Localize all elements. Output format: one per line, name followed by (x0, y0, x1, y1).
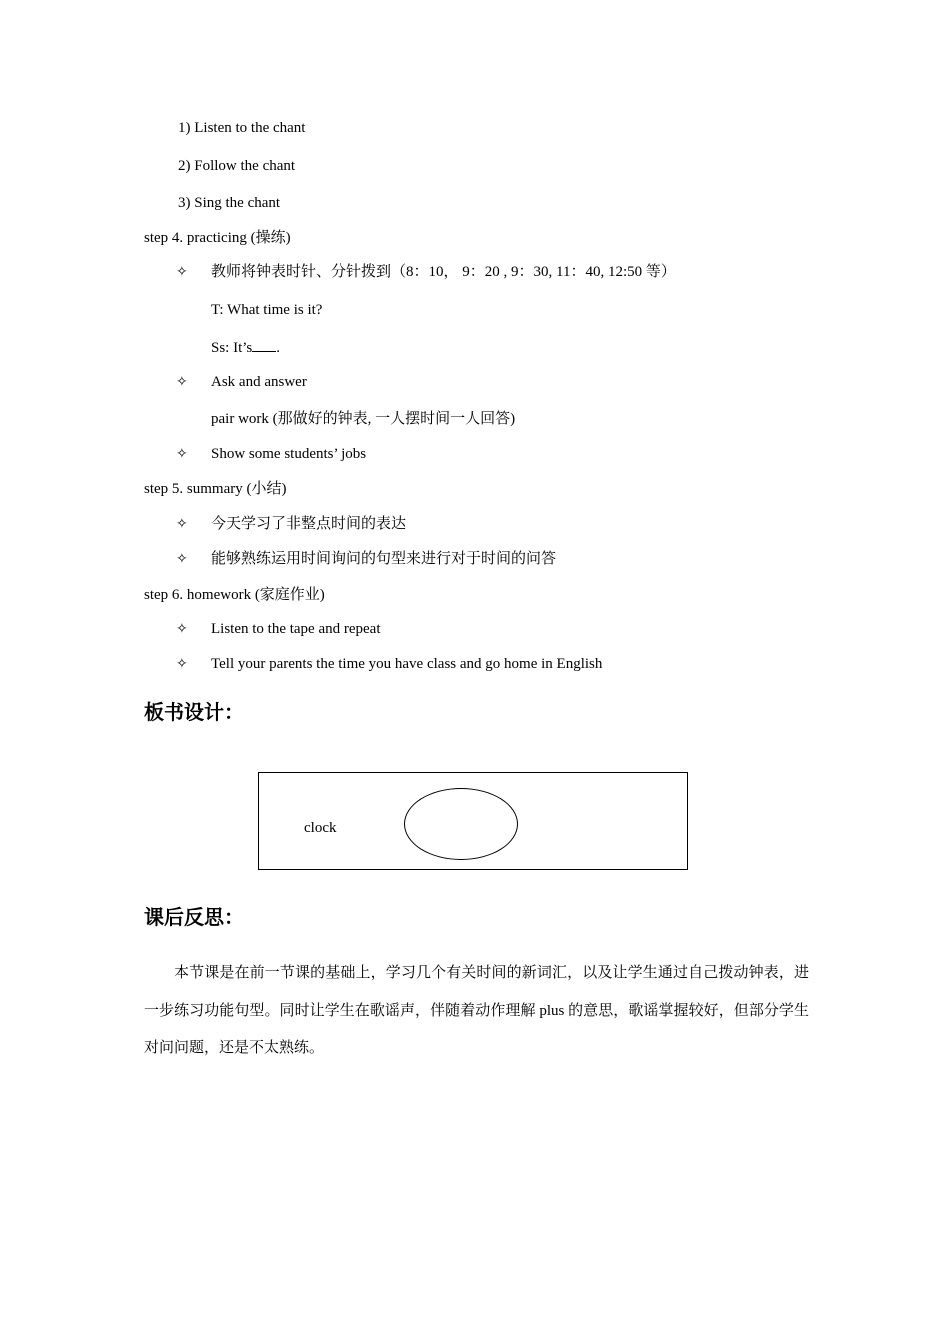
step4-item-1: 教师将钟表时针、分针拨到（8：10， 9：20 , 9：30, 11：40, 12:50 等） (211, 264, 676, 280)
diamond-bullet-icon: ✧ (176, 446, 188, 462)
diamond-bullet-icon: ✧ (176, 551, 188, 567)
step6-title: step 6. homework (家庭作业) (144, 587, 325, 603)
step5-item-2: 能够熟练运用时间询问的句型来进行对于时间的问答 (211, 551, 557, 567)
step4-item-2-detail: pair work (那做好的钟表, 一人摆时间一人回答) (211, 411, 516, 427)
dialog-students-prefix: Ss: It’s (211, 340, 253, 356)
step4-item-2: Ask and answer (211, 374, 307, 390)
dialog-teacher-line: T: What time is it? (211, 302, 323, 318)
step5-item-1: 今天学习了非整点时间的表达 (211, 516, 407, 532)
diamond-bullet-icon: ✧ (176, 374, 188, 390)
step6-item-2: Tell your parents the time you have class and go home in English (211, 656, 603, 672)
chant-step-3: 3) Sing the chant (178, 195, 281, 211)
step4-item-3: Show some students’ jobs (211, 446, 367, 462)
board-design-heading: 板书设计： (144, 700, 244, 724)
step4-title: step 4. practicing (操练) (144, 230, 291, 246)
board-clock-label: clock (304, 820, 337, 836)
diamond-bullet-icon: ✧ (176, 621, 188, 637)
dialog-students-line (211, 337, 280, 358)
step6-item-1: Listen to the tape and repeat (211, 621, 381, 637)
answer-blank (252, 337, 276, 352)
diamond-bullet-icon: ✧ (176, 656, 188, 672)
dialog-students-suffix: . (276, 340, 281, 356)
board-diagram (258, 772, 688, 870)
diamond-bullet-icon: ✧ (176, 516, 188, 532)
board-oval-shape (404, 788, 518, 860)
reflection-heading: 课后反思： (144, 905, 244, 929)
chant-step-1: 1) Listen to the chant (178, 120, 306, 136)
step5-title: step 5. summary (小结) (144, 481, 287, 497)
diamond-bullet-icon: ✧ (176, 264, 188, 280)
chant-step-2: 2) Follow the chant (178, 158, 296, 174)
reflection-paragraph: 本节课是在前一节课的基础上，学习几个有关时间的新词汇，以及让学生通过自己拨动钟表，进一步练习功能句型。同时让学生在歌谣声，伴随着动作理解 plus 的意思，歌谣掌握较好，但部分学生对问问题，还是不太熟练。 (144, 965, 809, 1056)
